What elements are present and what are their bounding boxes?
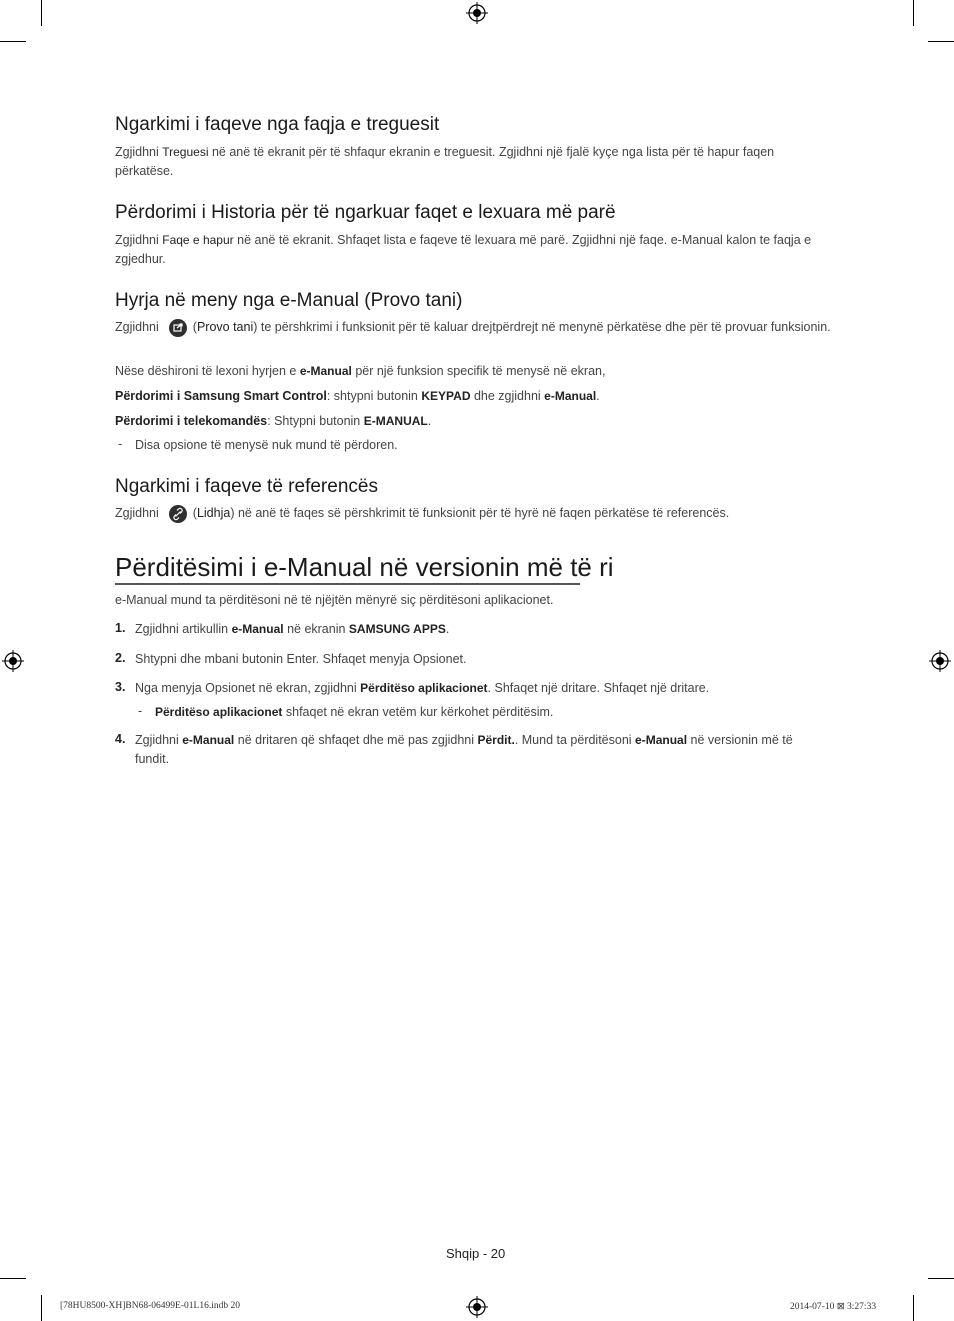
ui-term: e-Manual <box>299 364 352 378</box>
ui-term: KEYPAD <box>421 389 471 403</box>
ui-term: Përditëso aplikacionet <box>360 681 488 695</box>
text: : Shtypni butonin <box>267 414 364 428</box>
text: shfaqet në ekran vetëm kur kërkohet përditësim. <box>282 705 554 719</box>
text: . <box>445 622 450 636</box>
text: : shtypni butonin <box>326 389 422 403</box>
registration-mark-icon <box>464 1294 490 1320</box>
ui-term: E-MANUAL <box>363 414 428 428</box>
section-title-try-now: Hyrja në meny nga e-Manual (Provo tani) <box>115 290 463 311</box>
step-text <box>135 620 825 639</box>
text: Zgjidhni <box>115 145 163 159</box>
text: Zgjidhni <box>135 733 183 747</box>
text: për një funksion specifik të menysë në ekran, <box>351 364 606 378</box>
ui-term: e-Manual <box>231 622 284 636</box>
main-intro: e-Manual mund ta përditësoni në të njëjtën mënyrë siç përditësoni aplikacionet. <box>115 593 554 607</box>
crop-mark <box>0 1278 26 1279</box>
step-number: 1. <box>115 621 126 635</box>
bullet-dash: - <box>138 704 143 718</box>
ui-term: Treguesi <box>162 145 209 159</box>
page-number: Shqip - 20 <box>446 1246 506 1261</box>
section-title-index: Ngarkimi i faqeve nga faqja e treguesit <box>115 114 440 135</box>
ui-term: e-Manual <box>544 389 597 403</box>
text: Zgjidhni <box>115 233 163 247</box>
text: ) te përshkrimi i funksionit për të kaluar drejtpërdrejt në menynë përkatëse dhe për të provuar funksionin. <box>253 320 831 334</box>
section-text-try-now <box>115 318 831 337</box>
text: . <box>427 414 432 428</box>
text: . <box>596 389 600 403</box>
section-title-history: Përdorimi i Historia për të ngarkuar faqet e lexuara më parë <box>115 202 616 223</box>
section-text-history <box>115 231 831 269</box>
crop-mark <box>928 1278 954 1279</box>
text: ( <box>192 506 197 520</box>
crop-mark <box>0 41 26 42</box>
text: Zgjidhni <box>115 506 159 520</box>
title-underline <box>115 583 580 585</box>
section-title-references: Ngarkimi i faqeve të referencës <box>115 476 378 497</box>
section-text-references <box>115 504 831 523</box>
ui-term: Përdorimi i telekomandës <box>115 414 268 428</box>
step-text <box>135 679 825 698</box>
ui-term: Provo tani <box>196 320 254 334</box>
crop-mark <box>41 1295 42 1321</box>
step-number: 2. <box>115 651 126 665</box>
text: në anë të ekranit. Shfaqet lista e faqeve të lexuara më parë. Zgjidhni një faqe. e-Manual kalon te faqja e zgjedhur. <box>115 233 812 266</box>
crop-mark <box>928 41 954 42</box>
section-text-index <box>115 143 831 181</box>
bullet-dash: - <box>118 437 123 451</box>
text: Nëse dëshironi të lexoni hyrjen e <box>115 364 300 378</box>
registration-mark-icon <box>0 648 26 674</box>
crop-mark <box>913 0 914 26</box>
step-text: Shtypni dhe mbani butonin Enter. Shfaqet menyja Opsionet. <box>135 652 467 666</box>
step-note <box>155 703 845 722</box>
try-now-icon <box>169 319 187 337</box>
text: dhe zgjidhni <box>470 389 545 403</box>
section-text-smart-control <box>115 387 831 406</box>
step-number: 4. <box>115 732 126 746</box>
text: . Shfaqet një dritare. Shfaqet një dritare. <box>487 681 710 695</box>
ui-term: Lidhja <box>196 506 231 520</box>
text: . Mund ta përditësoni <box>514 733 636 747</box>
footer-file: [78HU8500-XH]BN68-06499E-01L16.indb 20 <box>60 1301 240 1311</box>
text: Nga menyja Opsionet në ekran, zgjidhni <box>135 681 361 695</box>
text: Zgjidhni <box>115 320 159 334</box>
ui-term: Faqe e hapur <box>162 233 234 247</box>
section-text-intro <box>115 362 831 381</box>
text: në anë të ekranit për të shfaqur ekranin e treguesit. Zgjidhni një fjalë kyçe nga lista për të hapur faqen përkatëse. <box>115 145 775 178</box>
text: ( <box>192 320 197 334</box>
ui-term: Përdorimi i Samsung Smart Control <box>115 389 327 403</box>
crop-mark <box>41 0 42 26</box>
text: ) në anë të faqes së përshkrimit të funksionit për të hyrë në faqen përkatëse të referencës. <box>230 506 730 520</box>
crop-mark <box>913 1295 914 1321</box>
main-title <box>115 552 614 583</box>
text: në versionin më të fundit. <box>135 733 793 766</box>
link-icon <box>169 505 187 523</box>
ui-term: SAMSUNG APPS <box>348 622 446 636</box>
text: në ekranin <box>283 622 349 636</box>
ui-term: Përdit. <box>477 733 515 747</box>
step-text <box>135 731 825 769</box>
main-title-text: Përditësimi i e-Manual në versionin më të ri <box>115 552 614 582</box>
section-text-remote <box>115 412 831 431</box>
text: Zgjidhni artikullin <box>135 622 232 636</box>
note-text: Disa opsione të menysë nuk mund të përdoren. <box>135 438 398 452</box>
footer-timestamp: 2014-07-10 ⊠ 3:27:33 <box>790 1302 877 1312</box>
ui-term: Përditëso aplikacionet <box>155 705 283 719</box>
text: në dritaren që shfaqet dhe më pas zgjidhni <box>234 733 478 747</box>
registration-mark-icon <box>464 0 490 26</box>
step-number: 3. <box>115 680 126 694</box>
registration-mark-icon <box>927 648 953 674</box>
ui-term: e-Manual <box>182 733 235 747</box>
ui-term: e-Manual <box>635 733 688 747</box>
